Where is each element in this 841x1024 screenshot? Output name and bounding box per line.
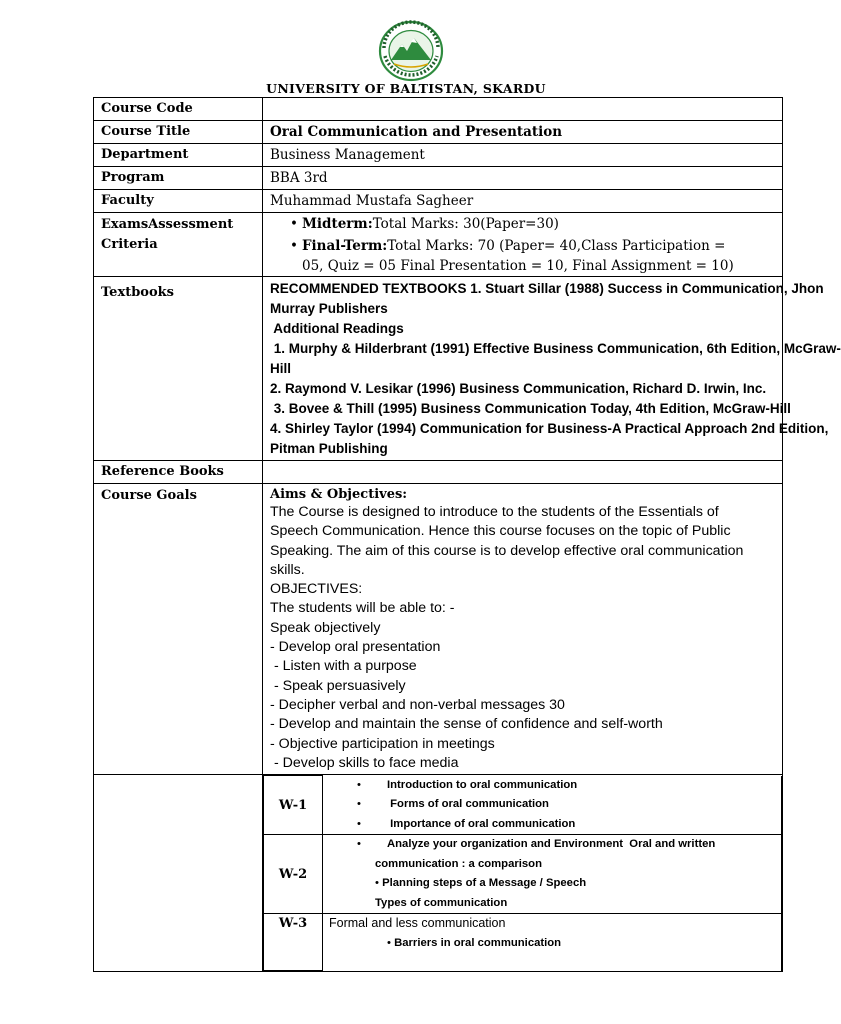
goal-line: - Decipher verbal and non-verbal messages 30 (270, 696, 565, 713)
topic-text: Introduction to oral communication (387, 778, 578, 791)
program-value: BBA 3rd (263, 167, 783, 190)
university-seal-icon (376, 20, 446, 82)
week-topic (329, 776, 775, 796)
topic-text: Formal and less communication (329, 916, 506, 931)
topic-text: Importance of oral communication (387, 817, 576, 830)
row-course-goals (94, 484, 783, 775)
row-program (94, 167, 783, 190)
final-term-text: Total Marks: 70 (Paper= 40,Class Participation = (387, 238, 726, 254)
assessment-list (270, 213, 775, 257)
faculty-label: Faculty (94, 190, 263, 213)
department-label: Department (94, 144, 263, 167)
textbook-line: Pitman Publishing (270, 441, 388, 456)
week-content (323, 776, 782, 835)
week-topic (329, 815, 775, 835)
goal-line: The Course is designed to introduce to the students of the Essentials of (270, 504, 719, 520)
goal-line: - Develop oral presentation (270, 639, 441, 656)
goal-line: - Objective participation in meetings (270, 735, 495, 752)
weekly-plan-cell (263, 775, 783, 972)
course-goals-label: Course Goals (94, 484, 263, 775)
topic-text: Types of communication (375, 896, 508, 909)
goal-line: - Develop skills to face media (270, 754, 459, 771)
textbooks-value (263, 277, 841, 461)
textbook-line: Hill (270, 361, 292, 376)
week-topic (329, 855, 775, 875)
goal-line: skills. (270, 561, 305, 578)
weekly-plan-table (263, 775, 782, 971)
midterm-item (290, 213, 775, 235)
textbook-line: 4. Shirley Taylor (1994) Communication for Business-A Practical Approach 2nd Edition, (270, 421, 829, 436)
bullet-icon: • (357, 798, 361, 811)
week-topic (329, 795, 775, 815)
textbook-line: 3. Bovee & Thill (1995) Business Communication Today, 4th Edition, McGraw-Hill (270, 401, 791, 416)
textbook-line: 1. Murphy & Hilderbrant (1991) Effective Business Communication, 6th Edition, McGraw- (270, 341, 841, 356)
final-term-label: Final-Term: (301, 238, 388, 254)
goal-line: Speak objectively (270, 619, 381, 636)
course-goals-value (263, 484, 783, 775)
week-row (264, 776, 782, 835)
topic-text: Analyze your organization and Environment Oral and written (387, 838, 716, 851)
week-topic (329, 894, 775, 914)
row-department (94, 144, 783, 167)
row-course-title (94, 121, 783, 144)
textbook-line: Additional Readings (270, 321, 404, 336)
course-title-label: Course Title (94, 121, 263, 144)
topic-text: communication : a comparison (375, 857, 542, 870)
row-reference-books (94, 461, 783, 484)
course-code-value (263, 98, 783, 121)
reference-books-label: Reference Books (94, 461, 263, 484)
final-term-text-cont: 05, Quiz = 05 Final Presentation = 10, Final Assignment = 10) (302, 258, 734, 274)
course-code-label: Course Code (94, 98, 263, 121)
topic-text: Planning steps of a Message / Speech (382, 877, 587, 890)
weekly-plan-empty-label (94, 775, 263, 972)
department-value: Business Management (263, 144, 783, 167)
goal-line: - Speak persuasively (270, 677, 406, 694)
row-course-code (94, 98, 783, 121)
final-term-item (290, 235, 775, 257)
textbooks-label: Textbooks (94, 277, 263, 461)
week-content (323, 914, 782, 971)
week-content (323, 835, 782, 914)
textbook-line: 2. Raymond V. Lesikar (1996) Business Communication, Richard D. Irwin, Inc. (270, 381, 767, 396)
week-row (264, 835, 782, 914)
assessment-label (94, 213, 263, 277)
week-row (264, 914, 782, 971)
week-topic (329, 835, 775, 855)
goals-body (270, 503, 775, 773)
week-topic (329, 934, 775, 954)
aims-heading: Aims & Objectives: (270, 487, 408, 502)
week-topic (329, 914, 775, 934)
course-outline-table (93, 97, 841, 972)
faculty-value: Muhammad Mustafa Sagheer (263, 190, 783, 213)
midterm-label: Midterm: (301, 216, 373, 232)
course-title-value: Oral Communication and Presentation (263, 121, 783, 144)
program-label: Program (94, 167, 263, 190)
bullet-icon: • (375, 877, 383, 890)
goal-line: Speaking. The aim of this course is to develop effective oral communication (270, 542, 744, 559)
row-weekly-plan (94, 775, 783, 972)
assessment-value (263, 213, 783, 277)
textbook-line: RECOMMENDED TEXTBOOKS 1. Stuart Sillar (1988) Success in Communication, Jhon (270, 281, 824, 296)
topic-text: Forms of oral communication (387, 798, 549, 811)
goal-line: OBJECTIVES: (270, 581, 363, 598)
row-textbooks (94, 277, 783, 461)
goal-line: Speech Communication. Hence this course focuses on the topic of Public (270, 523, 731, 540)
midterm-text: Total Marks: 30(Paper=30) (372, 216, 559, 232)
goal-line: - Listen with a purpose (270, 658, 417, 675)
assessment-label-line1: ExamsAssessment (101, 217, 234, 232)
bullet-icon: • (357, 778, 361, 791)
row-faculty (94, 190, 783, 213)
week-label: W-3 (264, 914, 323, 971)
university-title: UNIVERSITY OF BALTISTAN, SKARDU (266, 81, 546, 96)
bullet-icon: • (387, 936, 395, 949)
topic-text: Barriers in oral communication (394, 936, 562, 949)
week-topic (329, 874, 775, 894)
bullet-icon: • (357, 838, 361, 851)
row-assessment (94, 213, 783, 277)
bullet-icon: • (357, 817, 361, 830)
textbook-line: Murray Publishers (270, 301, 388, 316)
goal-line: - Develop and maintain the sense of confidence and self-worth (270, 716, 663, 733)
reference-books-value (263, 461, 783, 484)
week-label: W-1 (264, 776, 323, 835)
assessment-label-line2: Criteria (101, 237, 158, 252)
week-label: W-2 (264, 835, 323, 914)
goal-line: The students will be able to: - (270, 600, 455, 617)
